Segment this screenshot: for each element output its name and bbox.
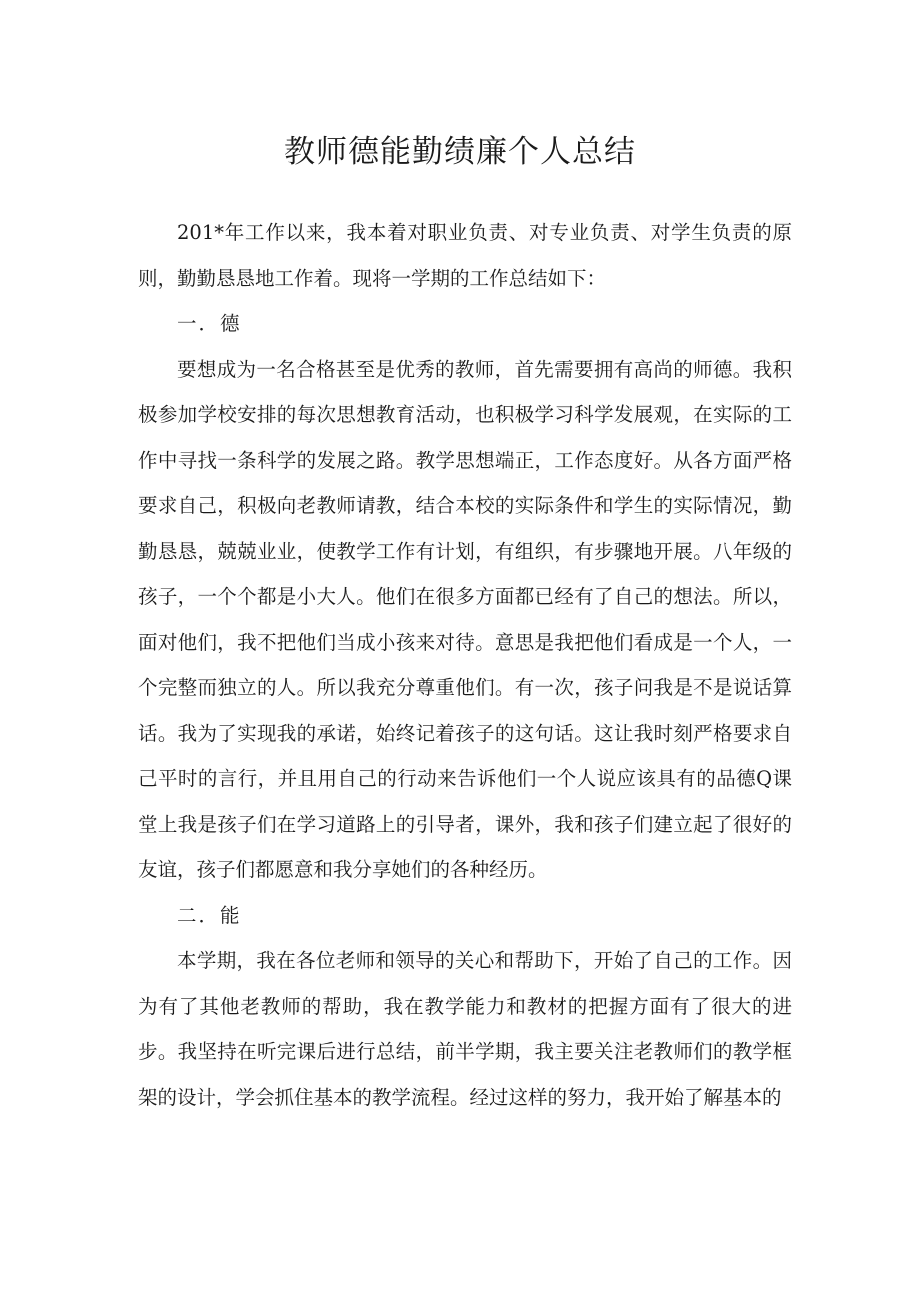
document-title: 教师德能勤绩廉个人总结 [284, 134, 636, 170]
section-heading-de: 一．德 [177, 312, 242, 335]
document-body [138, 210, 792, 1120]
section-heading-neng: 二．能 [177, 903, 242, 927]
paragraph-de: 要想成为一名合格甚至是优秀的教师，首先需要拥有高尚的师德。我积极参加学校安排的每次思想教育活动，也积极学习科学发展观，在实际的工作中寻找一条科学的发展之路。教学思想端正，工作态度好。从各方面严格要求自己，积极向老教师请教，结合本校的实际条件和学生的实际情况，勤勤恳恳，兢兢业业，使教学工作有计划，有组织，有步骤地开展。八年级的孩子，一个个都是小大人。他们在很多方面都已经有了自己的想法。所以，面对他们，我不把他们当成小孩来对待。意思是我把他们看成是一个人，一个完整而独立的人。所以我充分尊重他们。有一次，孩子问我是不是说话算话。我为了实现我的承诺，始终记着孩子的这句话。这让我时刻严格要求自己平时的言行，并且用自己的行动来告诉他们一个人说应该具有的品德Q课堂上我是孩子们在学习道路上的引导者，课外，我和孩子们建立起了很好的友谊，孩子们都愿意和我分享她们的各种经历。 [138, 357, 792, 881]
paragraph-neng: 本学期，我在各位老师和领导的关心和帮助下，开始了自己的工作。因为有了其他老教师的帮助，我在教学能力和教材的把握方面有了很大的进步。我坚持在听完课后进行总结，前半学期，我主要关注老教师们的教学框架的设计，学会抓住基本的教学流程。经过这样的努力，我开始了解基本的 [138, 949, 792, 1109]
intro-paragraph: 201*年工作以来，我本着对职业负责、对专业负责、对学生负责的原则，勤勤恳恳地工作着。现将一学期的工作总结如下： [138, 221, 792, 290]
